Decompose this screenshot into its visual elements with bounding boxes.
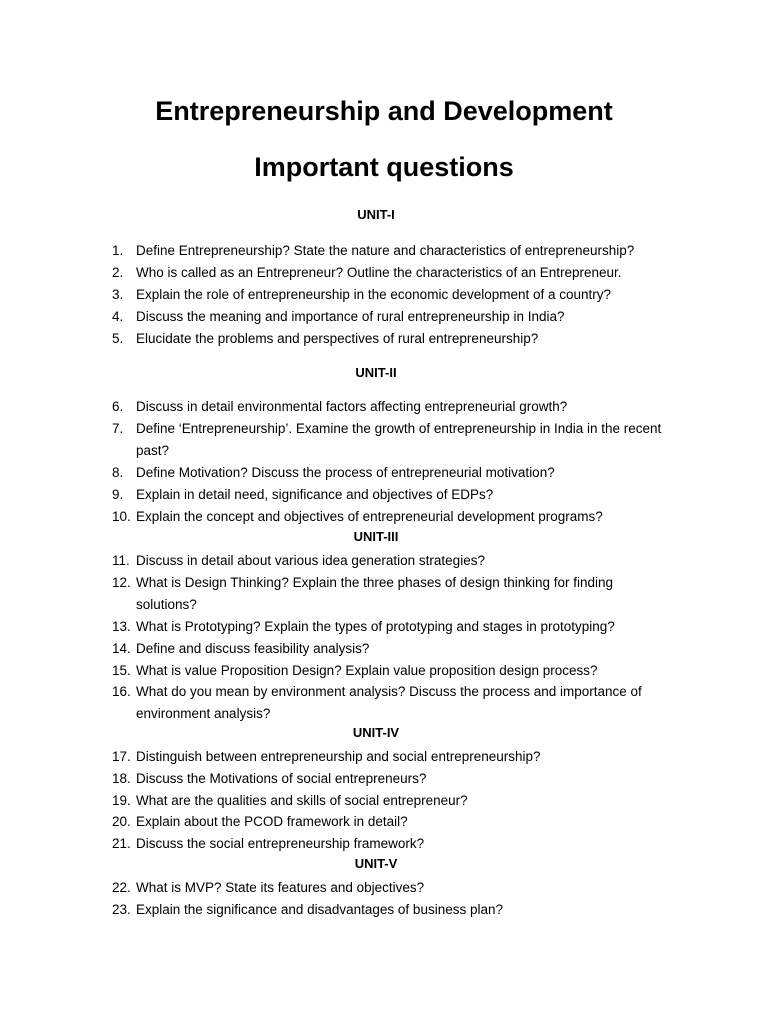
question-item bbox=[112, 660, 672, 682]
document-title: Entrepreneurship and Development bbox=[155, 96, 613, 126]
question-text: Elucidate the problems and perspectives of rural entrepreneurship? bbox=[136, 331, 539, 346]
question-text: Discuss in detail about various idea generation strategies? bbox=[136, 553, 485, 568]
question-number: 5. bbox=[112, 331, 124, 346]
question-text: What is Prototyping? Explain the types of prototyping and stages in prototyping? bbox=[136, 619, 615, 634]
unit-heading: UNIT-V bbox=[354, 856, 398, 871]
question-number: 11. bbox=[112, 553, 130, 568]
question-item bbox=[112, 681, 672, 725]
question-number: 2. bbox=[112, 265, 124, 280]
question-text: Discuss the social entrepreneurship framework? bbox=[136, 836, 425, 851]
question-item bbox=[112, 240, 672, 262]
question-item bbox=[112, 328, 672, 350]
question-text: What is Design Thinking? Explain the three phases of design thinking for finding solutions? bbox=[136, 575, 614, 612]
question-item bbox=[112, 484, 672, 506]
question-item bbox=[112, 768, 672, 790]
question-text: Explain in detail need, significance and objectives of EDPs? bbox=[136, 487, 494, 502]
question-item bbox=[112, 284, 672, 306]
unit-heading: UNIT-I bbox=[357, 207, 395, 222]
question-item bbox=[112, 899, 672, 921]
question-number: 22. bbox=[112, 880, 131, 895]
question-item bbox=[112, 746, 672, 768]
question-text: What are the qualities and skills of social entrepreneur? bbox=[136, 793, 468, 808]
question-item bbox=[112, 790, 672, 812]
question-text: Define Motivation? Discuss the process of entrepreneurial motivation? bbox=[136, 465, 555, 480]
question-number: 17. bbox=[112, 749, 131, 764]
question-number: 13. bbox=[112, 619, 131, 634]
question-number: 7. bbox=[112, 421, 124, 436]
question-number: 21. bbox=[112, 836, 131, 851]
question-number: 3. bbox=[112, 287, 124, 302]
question-number: 9. bbox=[112, 487, 124, 502]
question-text: Explain the significance and disadvantages of business plan? bbox=[136, 902, 503, 917]
question-item bbox=[112, 572, 672, 616]
question-item bbox=[112, 306, 672, 328]
question-number: 1. bbox=[112, 243, 124, 258]
question-number: 10. bbox=[112, 509, 131, 524]
question-text: Distinguish between entrepreneurship and social entrepreneurship? bbox=[136, 749, 541, 764]
question-number: 18. bbox=[112, 771, 131, 786]
question-text: Explain the concept and objectives of entrepreneurial development programs? bbox=[136, 509, 603, 524]
question-text: Discuss the meaning and importance of rural entrepreneurship in India? bbox=[136, 309, 565, 324]
question-text: Define and discuss feasibility analysis? bbox=[136, 641, 370, 656]
question-item bbox=[112, 506, 672, 528]
question-number: 4. bbox=[112, 309, 124, 324]
question-text: Discuss in detail environmental factors affecting entrepreneurial growth? bbox=[136, 399, 568, 414]
question-item bbox=[112, 262, 672, 284]
document-subtitle: Important questions bbox=[254, 152, 514, 182]
question-number: 20. bbox=[112, 814, 131, 829]
question-text: Discuss the Motivations of social entrepreneurs? bbox=[136, 771, 427, 786]
unit-heading: UNIT-II bbox=[355, 365, 397, 380]
question-text: What is value Proposition Design? Explain value proposition design process? bbox=[136, 663, 598, 678]
question-item bbox=[112, 462, 672, 484]
question-item bbox=[112, 877, 672, 899]
question-number: 12. bbox=[112, 575, 131, 590]
question-item bbox=[112, 811, 672, 833]
question-number: 16. bbox=[112, 684, 131, 699]
unit-heading: UNIT-III bbox=[353, 529, 399, 544]
question-text: Explain about the PCOD framework in detail? bbox=[136, 814, 408, 829]
question-number: 8. bbox=[112, 465, 124, 480]
question-item bbox=[112, 638, 672, 660]
question-text: Explain the role of entrepreneurship in the economic development of a country? bbox=[136, 287, 612, 302]
unit-heading: UNIT-IV bbox=[352, 725, 400, 740]
question-number: 19. bbox=[112, 793, 131, 808]
question-number: 23. bbox=[112, 902, 131, 917]
question-item bbox=[112, 616, 672, 638]
question-text: What do you mean by environment analysis? Discuss the process and importance of environment analysis? bbox=[136, 684, 642, 721]
question-text: Who is called as an Entrepreneur? Outline the characteristics of an Entrepreneur. bbox=[136, 265, 622, 280]
question-text: Define Entrepreneurship? State the nature and characteristics of entrepreneurship? bbox=[136, 243, 635, 258]
question-item bbox=[112, 418, 672, 462]
question-item bbox=[112, 396, 672, 418]
question-number: 6. bbox=[112, 399, 124, 414]
question-item bbox=[112, 833, 672, 855]
question-text: What is MVP? State its features and objectives? bbox=[136, 880, 425, 895]
question-number: 15. bbox=[112, 663, 131, 678]
question-number: 14. bbox=[112, 641, 131, 656]
question-text: Define ‘Entrepreneurship’. Examine the growth of entrepreneurship in India in the recent past? bbox=[136, 421, 662, 458]
question-item bbox=[112, 550, 672, 572]
